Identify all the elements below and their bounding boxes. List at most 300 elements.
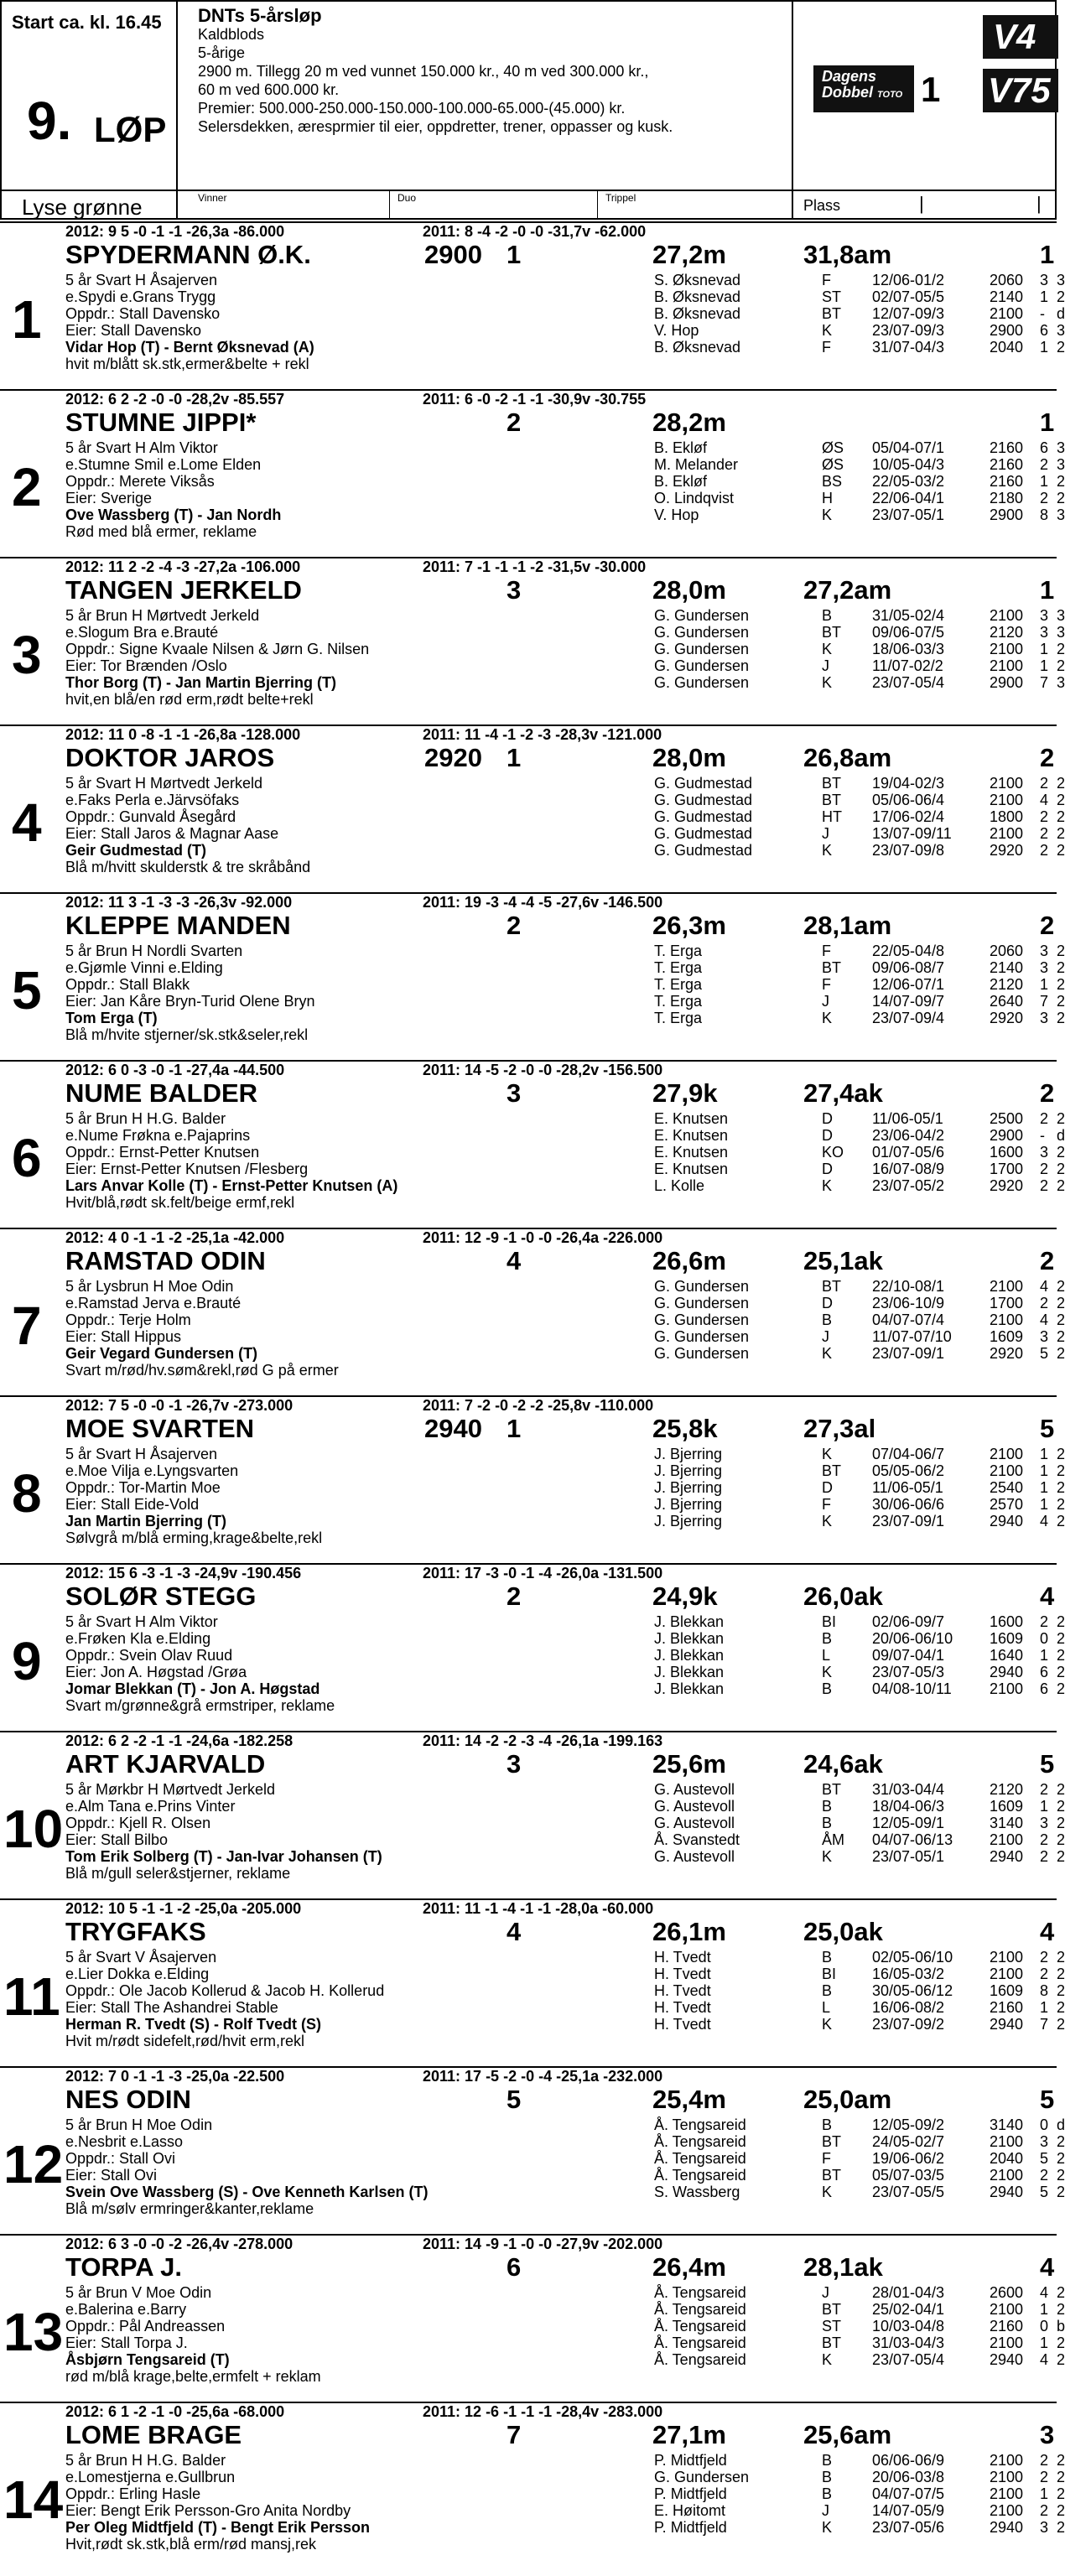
horse-name: LOME BRAGE [65,2420,242,2449]
horse-colours: Blå m/sølv ermringer&kanter,reklame [65,2200,314,2217]
best-time-auto: 26,8am [803,743,892,772]
race-driver: G. Gundersen [654,607,750,624]
race-date: 12/06-07/1 [872,976,945,993]
track-number: 4 [507,1917,522,1946]
race-place: 1 [1040,1798,1049,1815]
race-distance: 1609 [990,1982,1024,1999]
race-place: 2 [1040,1848,1049,1865]
race-place: 0 [1040,2318,1049,2334]
race-track: K [822,1010,833,1026]
race-track: J [822,993,829,1010]
race-track: B [822,2452,833,2469]
race-place: 2 [1040,1161,1049,1177]
stats-2011: 2011: 11 -4 -1 -2 -3 -28,3v -121.000 [423,726,662,743]
race-driver: B. Øksnevad [654,339,741,356]
race-distance: 3140 [990,2116,1024,2133]
race-extra: 2 [1057,1831,1065,1848]
race-distance: 2940 [990,2519,1024,2536]
race-date: 23/07-05/5 [872,2184,945,2200]
race-place: 4 [1040,792,1049,808]
best-time-auto: 28,1am [803,911,892,940]
start-number: 10 [3,1799,64,1859]
start-time: Start ca. kl. 16.45 [12,12,162,33]
race-distance: 2100 [990,2301,1024,2318]
horse-owner: Eier: Jon A. Høgstad /Grøa [65,1664,247,1680]
horse-info [65,2452,370,2553]
track-number: 3 [507,1749,522,1779]
stats-2011: 2011: 14 -2 -2 -3 -4 -26,1a -199.163 [423,1732,663,1749]
race-driver: Å. Tengsareid [654,2150,746,2167]
race-place: 2 [1040,1613,1049,1630]
odds-edge: 2 [1040,1078,1055,1108]
dd-line1: Dagens [822,68,877,85]
race-track: J [822,2284,829,2301]
horse-info [65,1110,397,1211]
stats-2012: 2012: 7 5 -0 -0 -1 -26,7v -273.000 [65,1397,294,1414]
race-place: 1 [1040,2334,1049,2351]
race-place: 7 [1040,993,1049,1010]
race-place: 2 [1040,808,1049,825]
odds-edge: 4 [1040,1581,1055,1611]
horse-entry [0,1563,1065,1729]
best-time: 26,4m [652,2252,726,2282]
horse-info [65,607,369,708]
race-track: ST [822,2318,842,2334]
stats-2011: 2011: 12 -6 -1 -1 -1 -28,4v -283.000 [423,2403,663,2420]
race-distance: 2140 [990,288,1024,305]
colour-label: Lyse grønne [22,195,143,220]
best-time: 25,8k [652,1414,718,1443]
v4-logo: V4 [983,15,1058,59]
horse-pedigree: e.Frøken Kla e.Elding [65,1630,211,1647]
race-driver: L. Kolle [654,1177,705,1194]
race-date: 23/07-05/3 [872,1664,945,1680]
start-number: 2 [12,457,42,517]
race-date: 23/07-09/3 [872,322,945,339]
race-date: 16/05-03/2 [872,1966,945,1982]
race-place: 1 [1040,473,1049,490]
best-time: 26,1m [652,1917,726,1946]
horse-pedigree: e.Nesbrit e.Lasso [65,2133,184,2150]
horse-name: NES ODIN [65,2085,191,2114]
race-driver: G. Gudmestad [654,792,753,808]
race-extra: 2 [1057,288,1065,305]
race-driver: Å. Tengsareid [654,2351,746,2368]
race-place: 0 [1040,1630,1049,1647]
race-place: 1 [1040,2301,1049,2318]
horse-owner: Eier: Stall The Ashandrei Stable [65,1999,278,2016]
race-track: K [822,1513,833,1530]
race-place: 1 [1040,288,1049,305]
race-date: 31/03-04/4 [872,1781,945,1798]
race-extra: 2 [1057,641,1065,657]
race-extra: 2 [1057,976,1065,993]
race-extra: 2 [1057,2016,1065,2033]
race-extra: 2 [1057,1815,1065,1831]
race-date: 22/05-03/2 [872,473,945,490]
race-track: D [822,1127,833,1144]
race-driver: J. Blekkan [654,1680,725,1697]
race-date: 31/05-02/4 [872,607,945,624]
horse-breeder: Oppdr.: Tor-Martin Moe [65,1479,221,1496]
race-track: B [822,2116,833,2133]
race-track: BT [822,775,842,792]
odds-edge: 4 [1040,2252,1055,2282]
stats-2012: 2012: 6 0 -3 -0 -1 -27,4a -44.500 [65,1062,285,1078]
race-track: KO [822,1144,844,1161]
stats-2012: 2012: 6 2 -2 -0 -0 -28,2v -85.557 [65,391,285,408]
race-track: BT [822,2301,842,2318]
horse-colours: Hvit/blå,rødt sk.felt/beige ermf,rekl [65,1194,295,1211]
bet-types-box [792,0,1057,191]
race-driver: S. Wassberg [654,2184,740,2200]
dd-line2: Dobbel [822,84,873,101]
race-driver: G. Austevoll [654,1848,735,1865]
race-extra: 3 [1057,607,1065,624]
race-extra: 2 [1057,1966,1065,1982]
race-distance: 1700 [990,1295,1024,1311]
race-track: H [822,490,833,506]
race-driver: J. Bjerring [654,1446,723,1462]
race-condition-line: Selersdekken, æresprmier til eier, oppdretter, trener, oppasser og kusk. [198,118,673,135]
race-place: 1 [1040,1999,1049,2016]
race-driver: Å. Tengsareid [654,2334,746,2351]
race-distance: 2500 [990,1110,1024,1127]
race-distance: 2100 [990,2133,1024,2150]
stats-2012: 2012: 11 3 -1 -3 -3 -26,3v -92.000 [65,894,293,911]
race-extra: 2 [1057,1278,1065,1295]
horse-trainer-driver: Vidar Hop (T) - Bernt Øksnevad (A) [65,339,314,356]
race-driver: J. Blekkan [654,1613,725,1630]
race-extra: 2 [1057,1630,1065,1647]
race-place: 2 [1040,1781,1049,1798]
race-place: 3 [1040,943,1049,959]
race-track: BT [822,2334,842,2351]
race-driver: J. Bjerring [654,1462,723,1479]
race-track: BT [822,1462,842,1479]
distance: 2940 [424,1414,482,1443]
track-number: 2 [507,1581,522,1611]
odds-edge: 3 [1040,2420,1055,2449]
horse-name: KLEPPE MANDEN [65,911,291,940]
race-place: 2 [1040,2452,1049,2469]
track-number: 1 [507,743,522,772]
race-track: B [822,2485,833,2502]
race-distance: 2040 [990,339,1024,356]
race-driver: T. Erga [654,943,703,959]
race-track: BT [822,1781,842,1798]
race-place: 6 [1040,322,1049,339]
horse-origin: 5 år Brun H Nordli Svarten [65,943,243,959]
race-date: 14/07-05/9 [872,2502,945,2519]
divider [597,191,598,220]
race-distance: 2160 [990,473,1024,490]
horse-origin: 5 år Svart H Åsajerven [65,272,218,288]
horse-entry [0,2402,1065,2568]
best-time-auto: 27,4ak [803,1078,883,1108]
horse-pedigree: e.Alm Tana e.Prins Vinter [65,1798,236,1815]
race-driver: J. Bjerring [654,1496,723,1513]
race-driver: P. Midtfjeld [654,2452,727,2469]
race-extra: 2 [1057,1345,1065,1362]
race-extra: 2 [1057,1664,1065,1680]
horse-breeder: Oppdr.: Merete Viksås [65,473,215,490]
race-driver: G. Gudmestad [654,825,753,842]
race-driver: Å. Tengsareid [654,2284,746,2301]
race-distance: 2100 [990,641,1024,657]
best-time-auto: 27,2am [803,575,892,605]
horse-info [65,1278,339,1379]
best-time-auto: 25,0am [803,2085,892,2114]
race-date: 23/07-09/8 [872,842,945,859]
race-driver: T. Erga [654,993,703,1010]
race-place: 8 [1040,1982,1049,1999]
race-distance: 2100 [990,657,1024,674]
stats-2012: 2012: 10 5 -1 -1 -2 -25,0a -205.000 [65,1900,302,1917]
race-distance: 2060 [990,943,1024,959]
horse-colours: Svart m/rød/hv.søm&rekl,rød G på ermer [65,1362,339,1379]
race-driver: B. Øksnevad [654,305,741,322]
race-distance: 1640 [990,1647,1024,1664]
odds-edge: 5 [1040,1749,1055,1779]
horse-owner: Eier: Stall Jaros & Magnar Aase [65,825,279,842]
race-driver: G. Austevoll [654,1798,735,1815]
race-driver: Å. Tengsareid [654,2318,746,2334]
race-extra: 2 [1057,2184,1065,2200]
race-place: 1 [1040,2485,1049,2502]
race-place: 3 [1040,2519,1049,2536]
horse-colours: Hvit,rødt sk.stk,blå erm/rød mansj,rek [65,2536,317,2553]
odds-edge: 5 [1040,1414,1055,1443]
horse-origin: 5 år Svart H Mørtvedt Jerkeld [65,775,263,792]
race-distance: 2920 [990,1177,1024,1194]
race-track: K [822,2519,833,2536]
distance: 2920 [424,743,482,772]
stats-2012: 2012: 6 3 -0 -0 -2 -26,4v -278.000 [65,2236,294,2252]
race-track: D [822,1479,833,1496]
race-distance: 1700 [990,1161,1024,1177]
horse-pedigree: e.Stumne Smil e.Lome Elden [65,456,262,473]
race-date: 05/04-07/1 [872,439,945,456]
race-track: D [822,1295,833,1311]
plass-divider: | [1036,193,1042,214]
horse-info [65,272,314,372]
race-date: 19/06-06/2 [872,2150,945,2167]
race-distance: 2100 [990,2469,1024,2485]
best-time: 24,9k [652,1581,718,1611]
race-extra: d [1057,305,1065,322]
race-extra: 2 [1057,1462,1065,1479]
race-condition-line: 5-årige [198,44,246,61]
horse-info [65,1781,382,1882]
race-place: 7 [1040,2016,1049,2033]
race-track: K [822,674,833,691]
race-date: 23/07-09/1 [872,1513,945,1530]
horse-origin: 5 år Svart V Åsajerven [65,1949,217,1966]
race-conditions-box [176,0,793,191]
best-time: 27,2m [652,240,726,269]
race-driver: Å. Tengsareid [654,2116,746,2133]
race-place: 2 [1040,2469,1049,2485]
race-extra: 2 [1057,825,1065,842]
race-date: 05/05-06/2 [872,1462,945,1479]
race-date: 23/07-05/2 [872,1177,945,1194]
race-track: J [822,825,829,842]
race-driver: H. Tvedt [654,1999,711,2016]
race-date: 09/06-07/5 [872,624,945,641]
stats-2011: 2011: 7 -2 -0 -2 -2 -25,8v -110.000 [423,1397,654,1414]
horse-trainer-driver: Per Oleg Midtfjeld (T) - Bengt Erik Persson [65,2519,371,2536]
race-track: J [822,2502,829,2519]
race-title: DNTs 5-årsløp [198,5,322,26]
horse-name: TANGEN JERKELD [65,575,302,605]
race-place: - [1040,305,1045,322]
race-distance: 1609 [990,1328,1024,1345]
race-driver: G. Gudmestad [654,842,753,859]
race-place: 2 [1040,2502,1049,2519]
race-distance: 2900 [990,1127,1024,1144]
race-subtitle: Kaldblods [198,26,265,43]
race-extra: 2 [1057,792,1065,808]
race-place: 2 [1040,775,1049,792]
race-place: 5 [1040,2150,1049,2167]
race-date: 01/07-05/6 [872,1144,945,1161]
horse-entry [0,2066,1065,2232]
horse-trainer-driver: Jan Martin Bjerring (T) [65,1513,227,1530]
race-distance: 2100 [990,1966,1024,1982]
race-extra: d [1057,1127,1065,1144]
stats-2011: 2011: 17 -5 -2 -0 -4 -25,1a -232.000 [423,2068,663,2085]
horse-breeder: Oppdr.: Stall Davensko [65,305,221,322]
race-extra: 2 [1057,1177,1065,1194]
race-distance: 2920 [990,1010,1024,1026]
race-place: 3 [1040,2133,1049,2150]
race-date: 31/07-04/3 [872,339,945,356]
race-distance: 2920 [990,1345,1024,1362]
horse-colours: Hvit m/rødt sidefelt,rød/hvit erm,rekl [65,2033,305,2049]
race-extra: 2 [1057,2301,1065,2318]
race-track: F [822,976,831,993]
race-track: B [822,1630,833,1647]
race-extra: 2 [1057,2502,1065,2519]
race-distance: 2100 [990,607,1024,624]
race-distance: 2120 [990,976,1024,993]
col-plass: Plass [803,197,841,214]
race-extra: 2 [1057,1144,1065,1161]
race-track: BT [822,624,842,641]
race-distance: 2040 [990,2150,1024,2167]
race-place: 2 [1040,1295,1049,1311]
race-distance: 2060 [990,272,1024,288]
race-track: BI [822,1613,837,1630]
race-extra: 2 [1057,1949,1065,1966]
start-number: 1 [12,289,42,350]
best-time-auto: 25,6am [803,2420,892,2449]
race-driver: T. Erga [654,959,703,976]
track-number: 3 [507,575,522,605]
horse-owner: Eier: Ernst-Petter Knutsen /Flesberg [65,1161,309,1177]
race-date: 20/06-06/10 [872,1630,953,1647]
race-distance: 1800 [990,808,1024,825]
horse-entry [0,389,1065,555]
race-date: 04/07-06/13 [872,1831,953,1848]
horse-trainer-driver: Herman R. Tvedt (S) - Rolf Tvedt (S) [65,2016,322,2033]
race-driver: B. Ekløf [654,439,708,456]
track-number: 6 [507,2252,522,2282]
race-driver: G. Gundersen [654,657,750,674]
stats-2011: 2011: 14 -5 -2 -0 -0 -28,2v -156.500 [423,1062,663,1078]
race-driver: G. Austevoll [654,1781,735,1798]
horse-trainer-driver: Tom Erik Solberg (T) - Jan-Ivar Johansen (T) [65,1848,382,1865]
race-date: 12/07-09/3 [872,305,945,322]
horse-pedigree: e.Slogum Bra e.Brauté [65,624,219,641]
horse-name: MOE SVARTEN [65,1414,255,1443]
start-number: 8 [12,1463,42,1524]
start-number: 6 [12,1128,42,1188]
race-date: 10/03-04/8 [872,2318,945,2334]
race-date: 10/05-04/3 [872,456,945,473]
horse-colours: Sølvgrå m/blå erming,krage&belte,rekl [65,1530,323,1546]
race-distance: 2140 [990,959,1024,976]
race-label: LØP [94,110,167,149]
race-driver: P. Midtfjeld [654,2519,727,2536]
race-place: 3 [1040,1815,1049,1831]
race-driver: G. Gundersen [654,1311,750,1328]
horse-pedigree: e.Balerina e.Barry [65,2301,187,2318]
best-time-auto: 28,1ak [803,2252,883,2282]
race-track: BT [822,305,842,322]
horse-info [65,2284,321,2385]
horse-origin: 5 år Brun H Mørtvedt Jerkeld [65,607,260,624]
best-time: 28,2m [652,408,726,437]
race-track: F [822,272,831,288]
horse-name: NUME BALDER [65,1078,258,1108]
race-driver: E. Knutsen [654,1110,729,1127]
race-date: 16/06-08/2 [872,1999,945,2016]
best-time-auto: 25,0ak [803,1917,883,1946]
horse-breeder: Oppdr.: Signe Kvaale Nilsen & Jørn G. Nilsen [65,641,370,657]
race-driver: P. Midtfjeld [654,2485,727,2502]
race-extra: 2 [1057,959,1065,976]
race-distance: 2600 [990,2284,1024,2301]
race-date: 22/05-04/8 [872,943,945,959]
race-place: 5 [1040,1345,1049,1362]
race-track: BT [822,1278,842,1295]
race-place: 4 [1040,2284,1049,2301]
stats-2012: 2012: 15 6 -3 -1 -3 -24,9v -190.456 [65,1565,302,1581]
stats-2011: 2011: 14 -9 -1 -0 -0 -27,9v -202.000 [423,2236,663,2252]
race-track: B [822,607,833,624]
race-date: 23/07-09/4 [872,1010,945,1026]
race-place: 2 [1040,842,1049,859]
race-place: 1 [1040,1647,1049,1664]
colour-box [0,190,178,220]
race-date: 17/06-02/4 [872,808,945,825]
horse-pedigree: e.Spydi e.Grans Trygg [65,288,216,305]
race-date: 09/06-08/7 [872,959,945,976]
odds-edge: 5 [1040,2085,1055,2114]
race-extra: 2 [1057,1496,1065,1513]
race-track: K [822,1345,833,1362]
stats-2011: 2011: 19 -3 -4 -4 -5 -27,6v -146.500 [423,894,663,911]
race-place: 2 [1040,1966,1049,1982]
race-distance: 2160 [990,1999,1024,2016]
race-date: 02/07-05/5 [872,288,945,305]
race-track: J [822,657,829,674]
best-time: 25,6m [652,1749,726,1779]
race-distance: 2160 [990,2318,1024,2334]
horse-entry [0,557,1065,723]
